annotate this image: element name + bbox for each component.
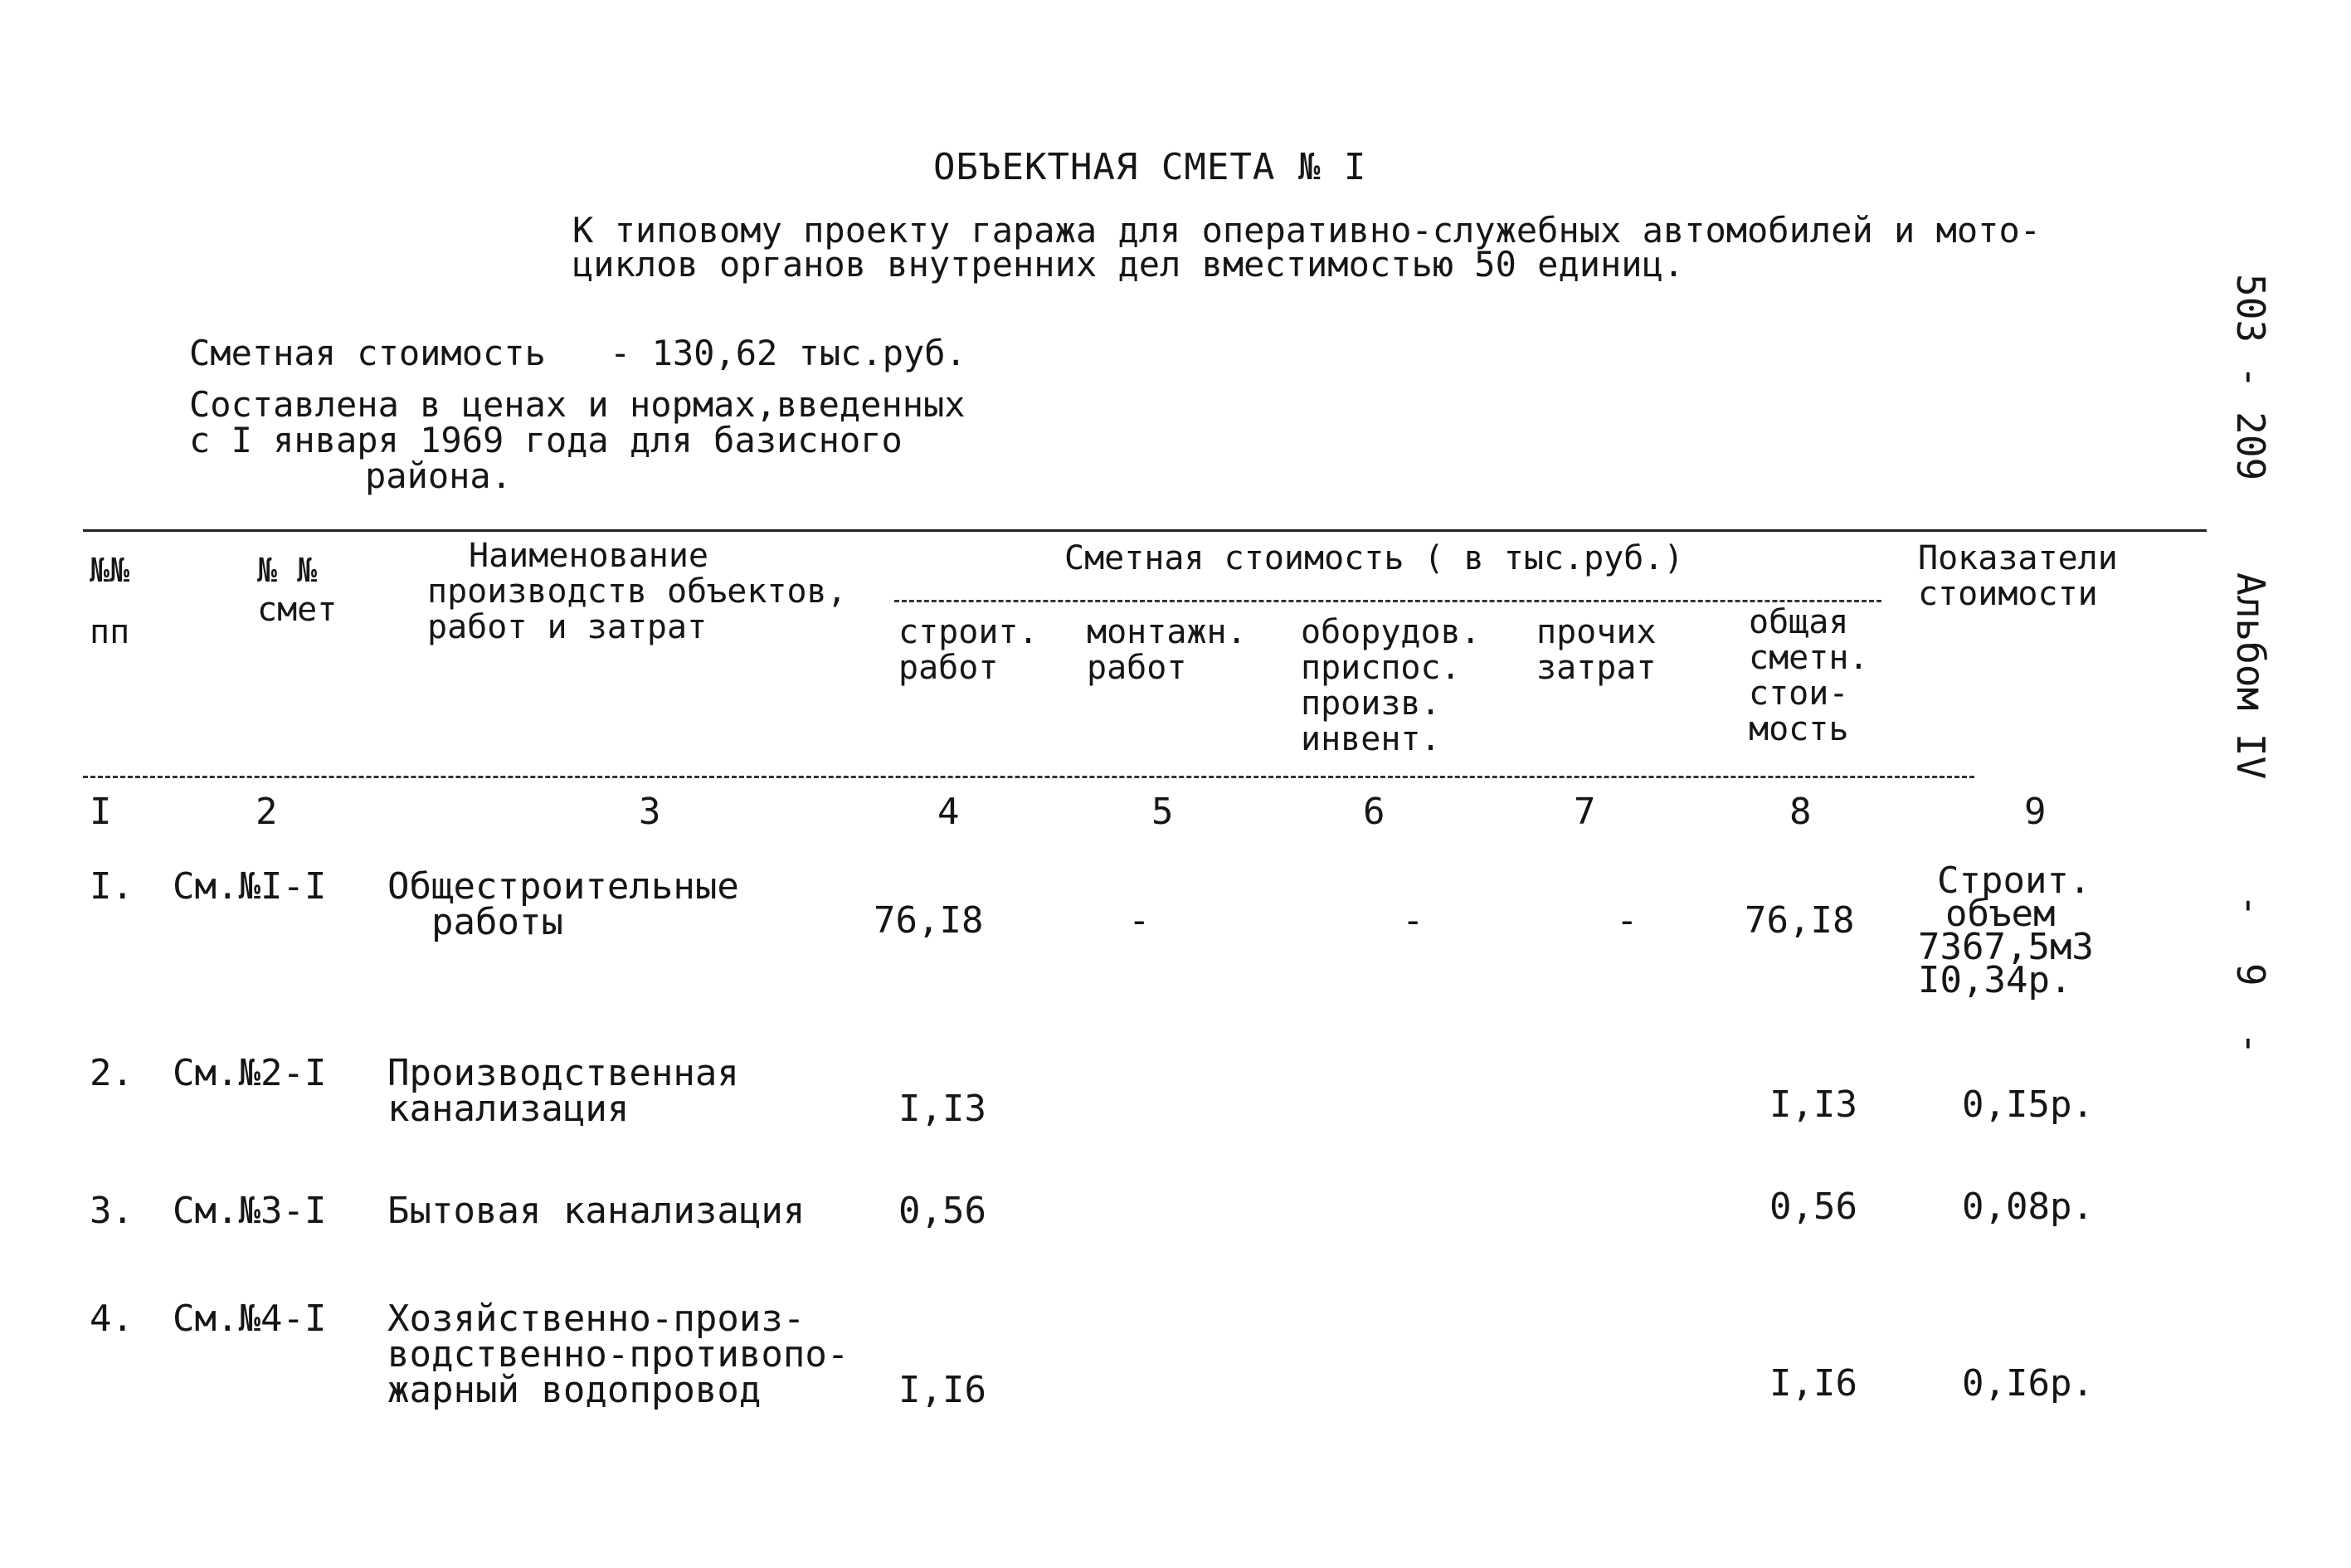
header-col-other-line-1: прочих	[1536, 613, 1657, 651]
equipment-cost: -	[1402, 899, 1424, 942]
header-col-number-line-2: пп	[90, 613, 130, 651]
indicator-line-1: 0,I5р.	[1962, 1083, 2094, 1126]
indicator-line-4: I0,34р.	[1918, 959, 2072, 1001]
header-col-equipment-line-1: оборудов.	[1301, 613, 1481, 651]
construction-cost: 76,I8	[874, 899, 984, 942]
header-col-installation-line-2: работ	[1087, 649, 1187, 687]
estimate-ref: См.№3-I	[173, 1190, 327, 1232]
column-number: 3	[639, 791, 661, 833]
row-number: 4.	[90, 1298, 134, 1340]
total-cost: I,I3	[1769, 1083, 1857, 1126]
header-col-total-line-3: стои-	[1749, 674, 1849, 713]
item-name-line-1: Общестроительные	[387, 865, 739, 908]
row-number: 2.	[90, 1052, 134, 1094]
header-col-number-line-1: №№	[90, 552, 130, 590]
prices-note-line-1: Составлена в ценах и нормах,введенных	[189, 384, 966, 425]
indicator-line-3: 7367,5м3	[1918, 926, 2094, 968]
header-col-total-line-2: сметн.	[1749, 639, 1869, 677]
header-group-estimated-cost: Сметная стоимость ( в тыс.руб.)	[1064, 539, 1684, 577]
column-number: 4	[937, 791, 960, 833]
header-col-equipment-line-4: инвент.	[1301, 720, 1441, 758]
construction-cost: I,I3	[898, 1088, 986, 1130]
header-col-other-line-2: затрат	[1536, 649, 1657, 687]
header-col-estimate-ref-line-2: смет	[257, 591, 338, 629]
total-cost: 0,56	[1769, 1186, 1857, 1228]
header-bottom-rule	[83, 776, 1974, 778]
construction-cost: 0,56	[898, 1190, 986, 1232]
side-note-text: 503 - 209 Альбом IV - 9 -	[2228, 274, 2273, 1055]
header-col-construction-line-1: строит.	[898, 613, 1039, 651]
column-number: 8	[1789, 791, 1812, 833]
estimated-cost-value: - 130,62 тыс.руб.	[610, 333, 966, 373]
estimate-ref: См.№2-I	[173, 1052, 327, 1094]
header-col-indicators-line-2: стоимости	[1918, 575, 2098, 613]
header-col-indicators-line-1: Показатели	[1918, 539, 2118, 577]
installation-cost: -	[1128, 899, 1151, 942]
estimated-cost-label: Сметная стоимость	[189, 333, 546, 373]
item-name-line-1: Бытовая канализация	[387, 1190, 806, 1232]
header-col-total-line-4: мость	[1749, 710, 1849, 748]
document-subtitle-line-1: К типовому проекту гаража для оперативно-служебных автомобилей и мото-	[572, 210, 2042, 251]
row-number: I.	[90, 865, 134, 908]
document-title: ОБЪЕКТНАЯ СМЕТА № I	[933, 146, 1367, 188]
header-col-name-line-1: Наименование	[469, 537, 708, 575]
estimate-ref: См.№4-I	[173, 1298, 327, 1340]
header-col-name-line-3: работ и затрат	[427, 608, 708, 646]
item-name-line-1: Производственная	[387, 1052, 739, 1094]
column-number: 9	[2024, 791, 2047, 833]
header-col-name-line-2: производств объектов,	[427, 572, 847, 611]
indicator-line-2: объем	[1945, 893, 2056, 935]
header-col-equipment-line-2: приспос.	[1301, 649, 1461, 687]
column-number: I	[90, 791, 112, 833]
row-number: 3.	[90, 1190, 134, 1232]
indicator-line-1: Строит.	[1937, 859, 2091, 902]
item-name-line-2: водственно-противопо-	[387, 1333, 849, 1376]
item-name-line-2: канализация	[387, 1088, 630, 1130]
header-col-construction-line-2: работ	[898, 649, 999, 687]
other-cost: -	[1616, 899, 1638, 942]
item-name-line-1: Хозяйственно-произ-	[387, 1298, 806, 1340]
item-name-line-2: работы	[431, 901, 563, 943]
indicator-line-1: 0,I6р.	[1962, 1362, 2094, 1405]
header-col-installation-line-1: монтажн.	[1087, 613, 1247, 651]
column-number: 7	[1574, 791, 1596, 833]
prices-note-line-3: района.	[365, 455, 513, 496]
group-header-rule	[894, 600, 1881, 602]
total-cost: 76,I8	[1745, 899, 1855, 942]
estimate-ref: См.№I-I	[173, 865, 327, 908]
column-number: 5	[1151, 791, 1174, 833]
document-subtitle-line-2: циклов органов внутренних дел вместимостью 50 единиц.	[572, 244, 1685, 285]
header-col-equipment-line-3: произв.	[1301, 684, 1441, 723]
total-cost: I,I6	[1769, 1362, 1857, 1405]
column-number: 6	[1363, 791, 1385, 833]
table-top-rule	[83, 529, 2207, 532]
header-col-total-line-1: общая	[1749, 603, 1849, 641]
prices-note-line-2: с I января 1969 года для базисного	[189, 420, 903, 460]
column-number: 2	[256, 791, 278, 833]
header-col-estimate-ref-line-1: № №	[257, 552, 318, 590]
indicator-line-1: 0,08р.	[1962, 1186, 2094, 1228]
item-name-line-3: жарный водопровод	[387, 1369, 762, 1411]
construction-cost: I,I6	[898, 1369, 986, 1411]
